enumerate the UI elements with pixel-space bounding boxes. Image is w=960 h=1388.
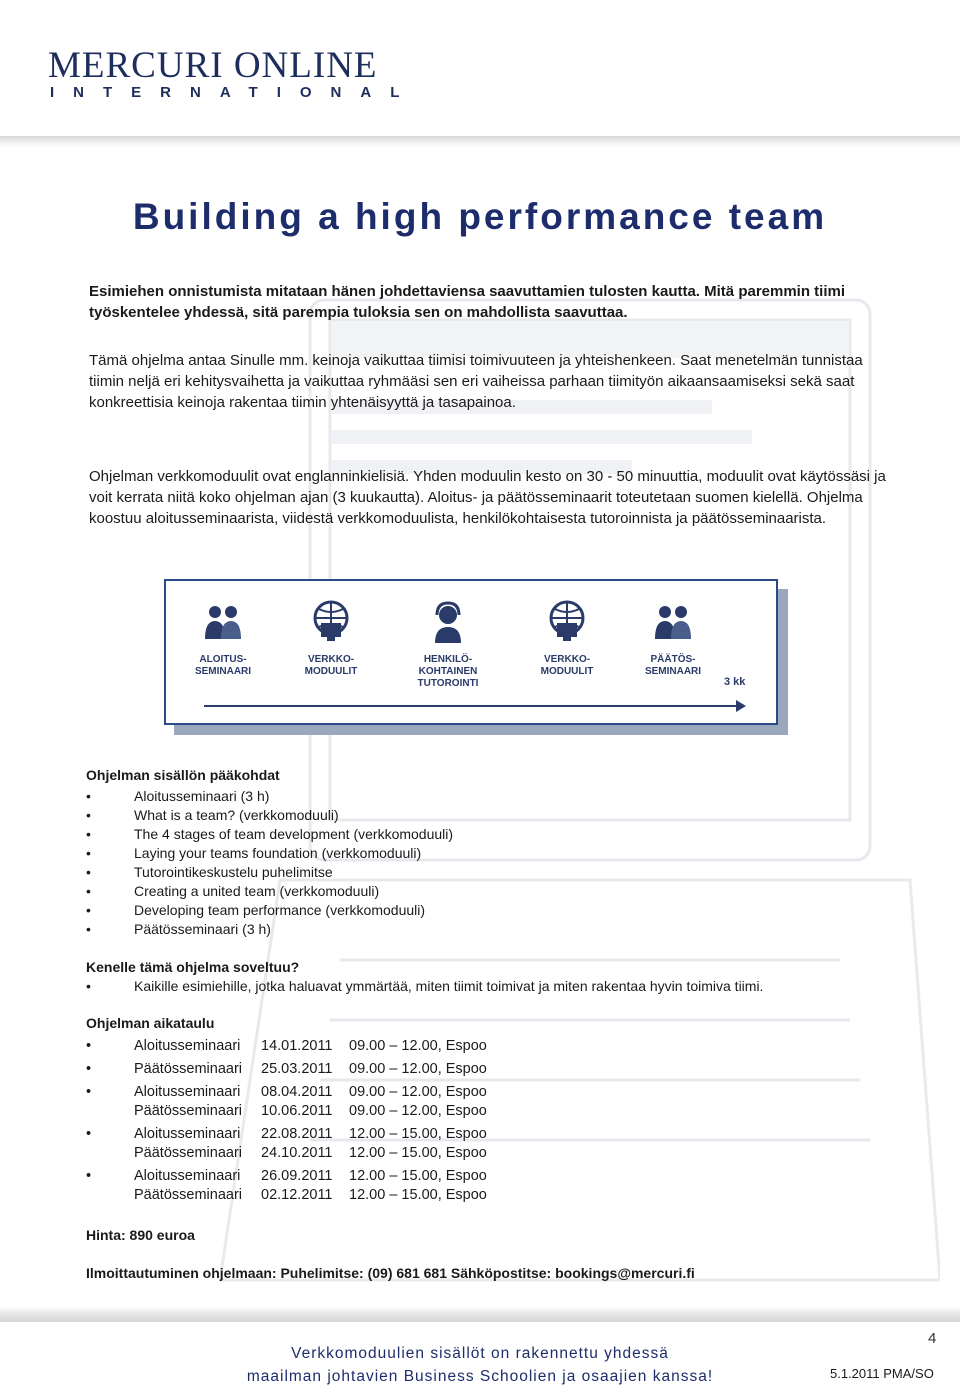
module-description: Ohjelman verkkomoduulit ovat englanninkielisiä. Yhden moduulin kesto on 30 - 50 minuuttia, moduulit ovat käytössäsi ja voit kerrata niitä koko ohjelman ajan (3 kuukautta). Aloitus- ja päätösseminaarit toteutetaan suomen kielellä. Ohjelma koostuu aloitusseminaarista, viidestä verkkomoduulista, henkilökohtaisesta tutoroinnista ja päätösseminaarista. — [89, 468, 886, 527]
list-item: • The 4 stages of team development (verkkomoduuli) — [86, 826, 454, 842]
process-step-label: VERKKO- MODUULIT — [304, 654, 358, 677]
list-item: • Laying your teams foundation (verkkomoduuli) — [86, 845, 422, 861]
header-divider — [0, 136, 960, 148]
list-item: • Aloitusseminaari (3 h) — [86, 788, 270, 804]
content-list — [86, 787, 906, 939]
people-icon — [650, 599, 696, 645]
timeline-arrow — [204, 705, 740, 707]
list-item: • Päätösseminaari (3 h) — [86, 921, 271, 937]
price-label: Hinta: 890 euroa — [86, 1227, 195, 1243]
list-item: • Developing team performance (verkkomoduuli) — [86, 902, 426, 918]
footer-divider — [0, 1306, 960, 1322]
logo-subtitle: INTERNATIONAL — [50, 84, 419, 101]
program-description: Tämä ohjelma antaa Sinulle mm. keinoja vaikuttaa tiimisi toimivuuteen ja yhteishenkeen. Saat menetelmän tunnistaa tiimin neljä eri kehitysvaihetta ja vaikuttaa ryhmääsi sen eri vaiheissa parhaan tiimityön aikaansaamiseksi sekä saat konkreettisia keinoja rakentaa tiimin yhtenäisyyttä ja tasapainoa. — [89, 352, 863, 411]
process-step — [618, 599, 728, 678]
logo-wordmark: MERCURI ONLINE — [48, 45, 378, 86]
process-step-label: VERKKO- MODUULIT — [540, 654, 594, 677]
globe-monitor-icon — [308, 599, 354, 645]
process-step — [512, 599, 622, 678]
audience-heading: Kenelle tämä ohjelma soveltuu? — [86, 959, 300, 975]
footer-line-1: Verkkomoduulien sisällöt on rakennettu yhdessä — [291, 1345, 669, 1362]
footer-line-2: maailman johtavien Business Schoolien ja osaajien kanssa! — [246, 1368, 714, 1385]
schedule-heading: Ohjelman aikataulu — [86, 1015, 215, 1031]
headset-person-icon — [425, 599, 471, 645]
intro-paragraph: Esimiehen onnistumista mitataan hänen johdettaviensa saavuttamien tulosten kautta. Mitä paremmin tiimi työskentelee yhdessä, sitä parempia tuloksia sen on mahdollista saavuttaa. — [89, 283, 846, 321]
process-step-label: ALOITUS- SEMINAARI — [194, 654, 252, 677]
footer-tagline — [0, 1342, 960, 1388]
people-icon — [200, 599, 246, 645]
list-item: • Tutorointikeskustelu puhelimitse — [86, 864, 333, 880]
process-step — [393, 599, 503, 690]
process-step-label: PÄÄTÖS- SEMINAARI — [644, 654, 702, 677]
content-heading: Ohjelman sisällön pääkohdat — [86, 767, 280, 783]
list-item: • What is a team? (verkkomoduuli) — [86, 807, 339, 823]
process-step-label: HENKILÖ- KOHTAINEN TUTOROINTI — [417, 654, 479, 689]
list-item: • Kaikille esimiehille, jotka haluavat ymmärtää, miten tiimit toimivat ja miten rakentaa hyvin toimiva tiimi. — [86, 978, 764, 994]
globe-monitor-icon — [544, 599, 590, 645]
process-step — [168, 599, 278, 678]
registration-info: Ilmoittautuminen ohjelmaan: Puhelimitse: (09) 681 681 Sähköpostitse: bookings@mercuri.fi — [86, 1265, 695, 1281]
process-step — [276, 599, 386, 678]
page-number: 4 — [928, 1330, 937, 1347]
list-item: • Creating a united team (verkkomoduuli) — [86, 883, 380, 899]
audience-list — [86, 977, 906, 996]
footer-date-code: 5.1.2011 PMA/SO — [830, 1366, 934, 1381]
timeline-arrow-head — [736, 700, 746, 712]
process-diagram — [164, 579, 778, 725]
duration-label: 3 kk — [724, 676, 746, 688]
page-title: Building a high performance team — [132, 196, 828, 237]
